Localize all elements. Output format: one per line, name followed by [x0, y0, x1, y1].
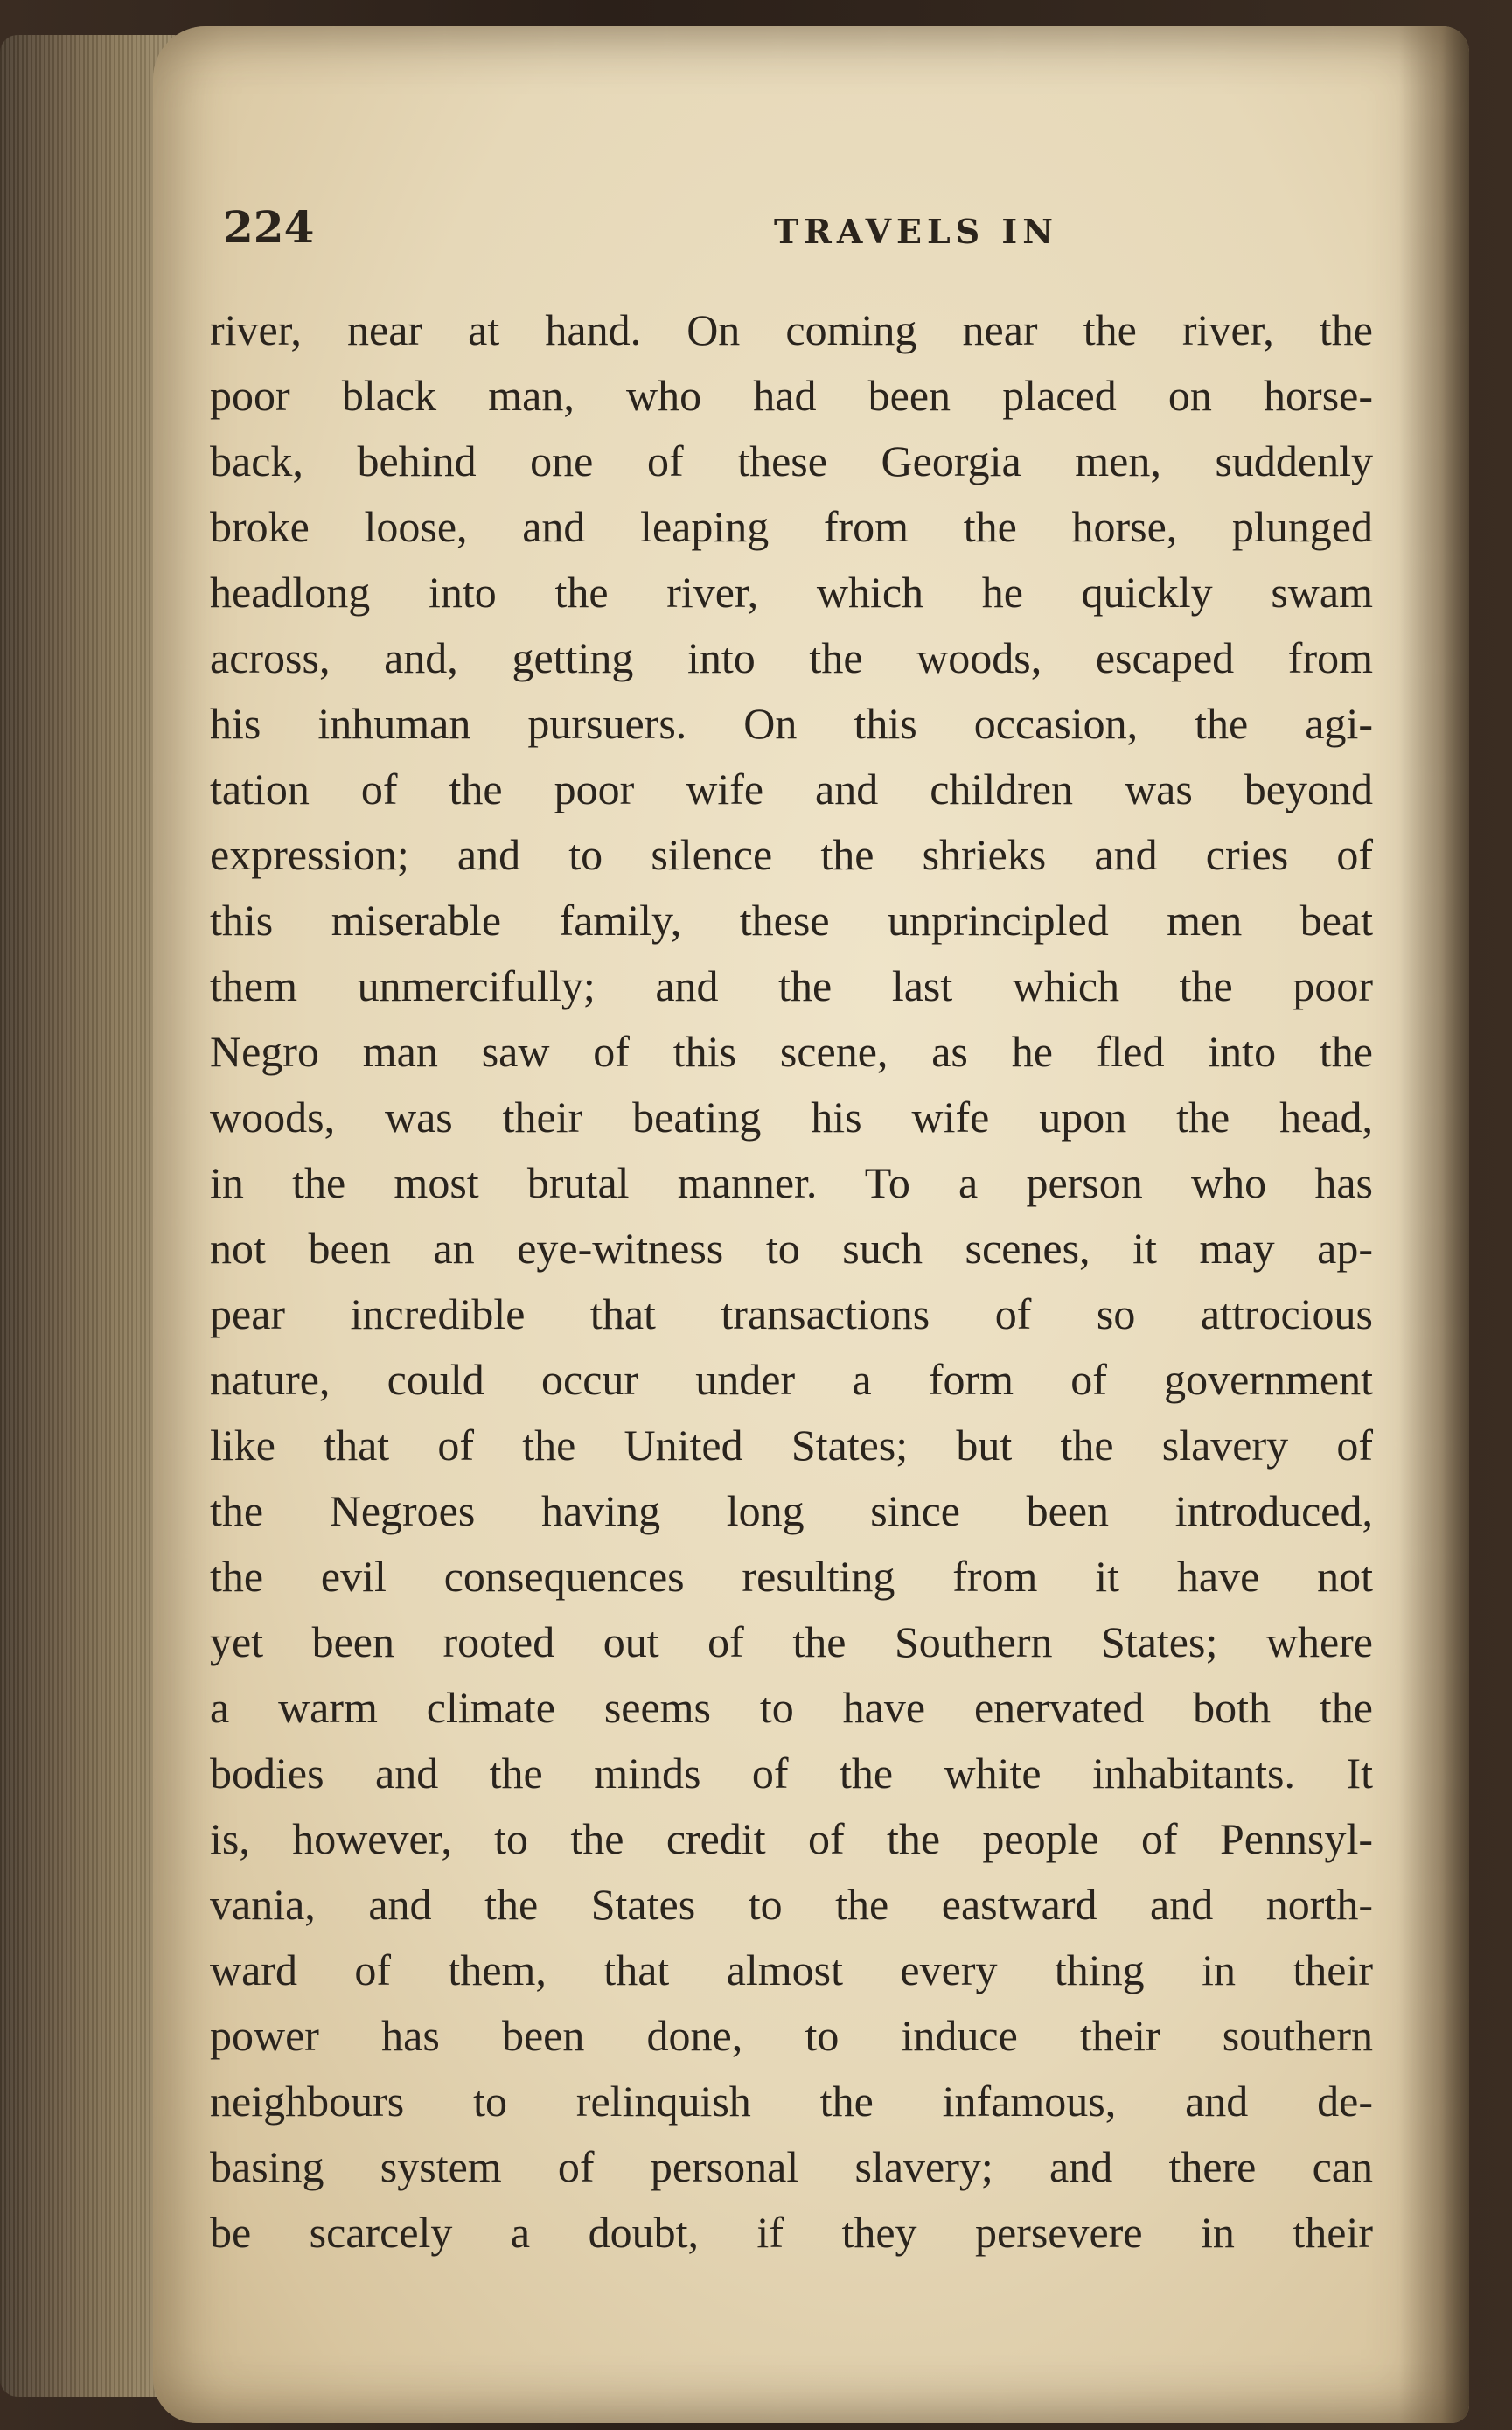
text-line: them unmercifully; and the last which the poor [210, 961, 1373, 1010]
text-line: vania, and the States to the eastward and north- [210, 1880, 1373, 1929]
text-line: bodies and the minds of the white inhabitants. It [210, 1749, 1373, 1798]
text-line: neighbours to relinquish the infamous, and de- [210, 2077, 1373, 2126]
text-line: basing system of personal slavery; and there can [210, 2142, 1373, 2191]
text-line: across, and, getting into the woods, escaped from [210, 633, 1373, 682]
text-line: a warm climate seems to have enervated both the [210, 1683, 1373, 1732]
page-number: 224 [223, 201, 315, 253]
text-line: like that of the United States; but the slavery of [210, 1421, 1373, 1470]
text-line: poor black man, who had been placed on horse- [210, 371, 1373, 420]
text-line: nature, could occur under a form of government [210, 1355, 1373, 1404]
text-line: in the most brutal manner. To a person who has [210, 1158, 1373, 1207]
running-head: TRAVELS IN [774, 212, 1058, 251]
text-line: not been an eye-witness to such scenes, it may ap- [210, 1224, 1373, 1273]
text-line: is, however, to the credit of the people of Pennsyl- [210, 1814, 1373, 1863]
text-line: river, near at hand. On coming near the river, the [210, 305, 1373, 354]
text-line: woods, was their beating his wife upon the head, [210, 1093, 1373, 1142]
text-line: broke loose, and leaping from the horse, plunged [210, 502, 1373, 551]
text-line: Negro man saw of this scene, as he fled into the [210, 1027, 1373, 1076]
text-line: the evil consequences resulting from it have not [210, 1552, 1373, 1601]
text-line: the Negroes having long since been introduced, [210, 1486, 1373, 1535]
page-header [223, 201, 1360, 271]
text-line: tation of the poor wife and children was beyond [210, 765, 1373, 813]
text-line: back, behind one of these Georgia men, suddenly [210, 436, 1373, 485]
text-line: power has been done, to induce their southern [210, 2011, 1373, 2060]
body-text [210, 297, 1373, 2266]
text-line: headlong into the river, which he quickly swam [210, 568, 1373, 617]
text-line: his inhuman pursuers. On this occasion, the agi- [210, 699, 1373, 748]
text-line: be scarcely a doubt, if they persevere in their [210, 2208, 1373, 2257]
text-line: yet been rooted out of the Southern States; where [210, 1617, 1373, 1666]
page-gutter-shadow [1399, 26, 1469, 2423]
text-line: ward of them, that almost every thing in their [210, 1945, 1373, 1994]
text-line: expression; and to silence the shrieks and cries of [210, 830, 1373, 879]
text-line: this miserable family, these unprincipled men beat [210, 896, 1373, 945]
text-line: pear incredible that transactions of so attrocious [210, 1289, 1373, 1338]
